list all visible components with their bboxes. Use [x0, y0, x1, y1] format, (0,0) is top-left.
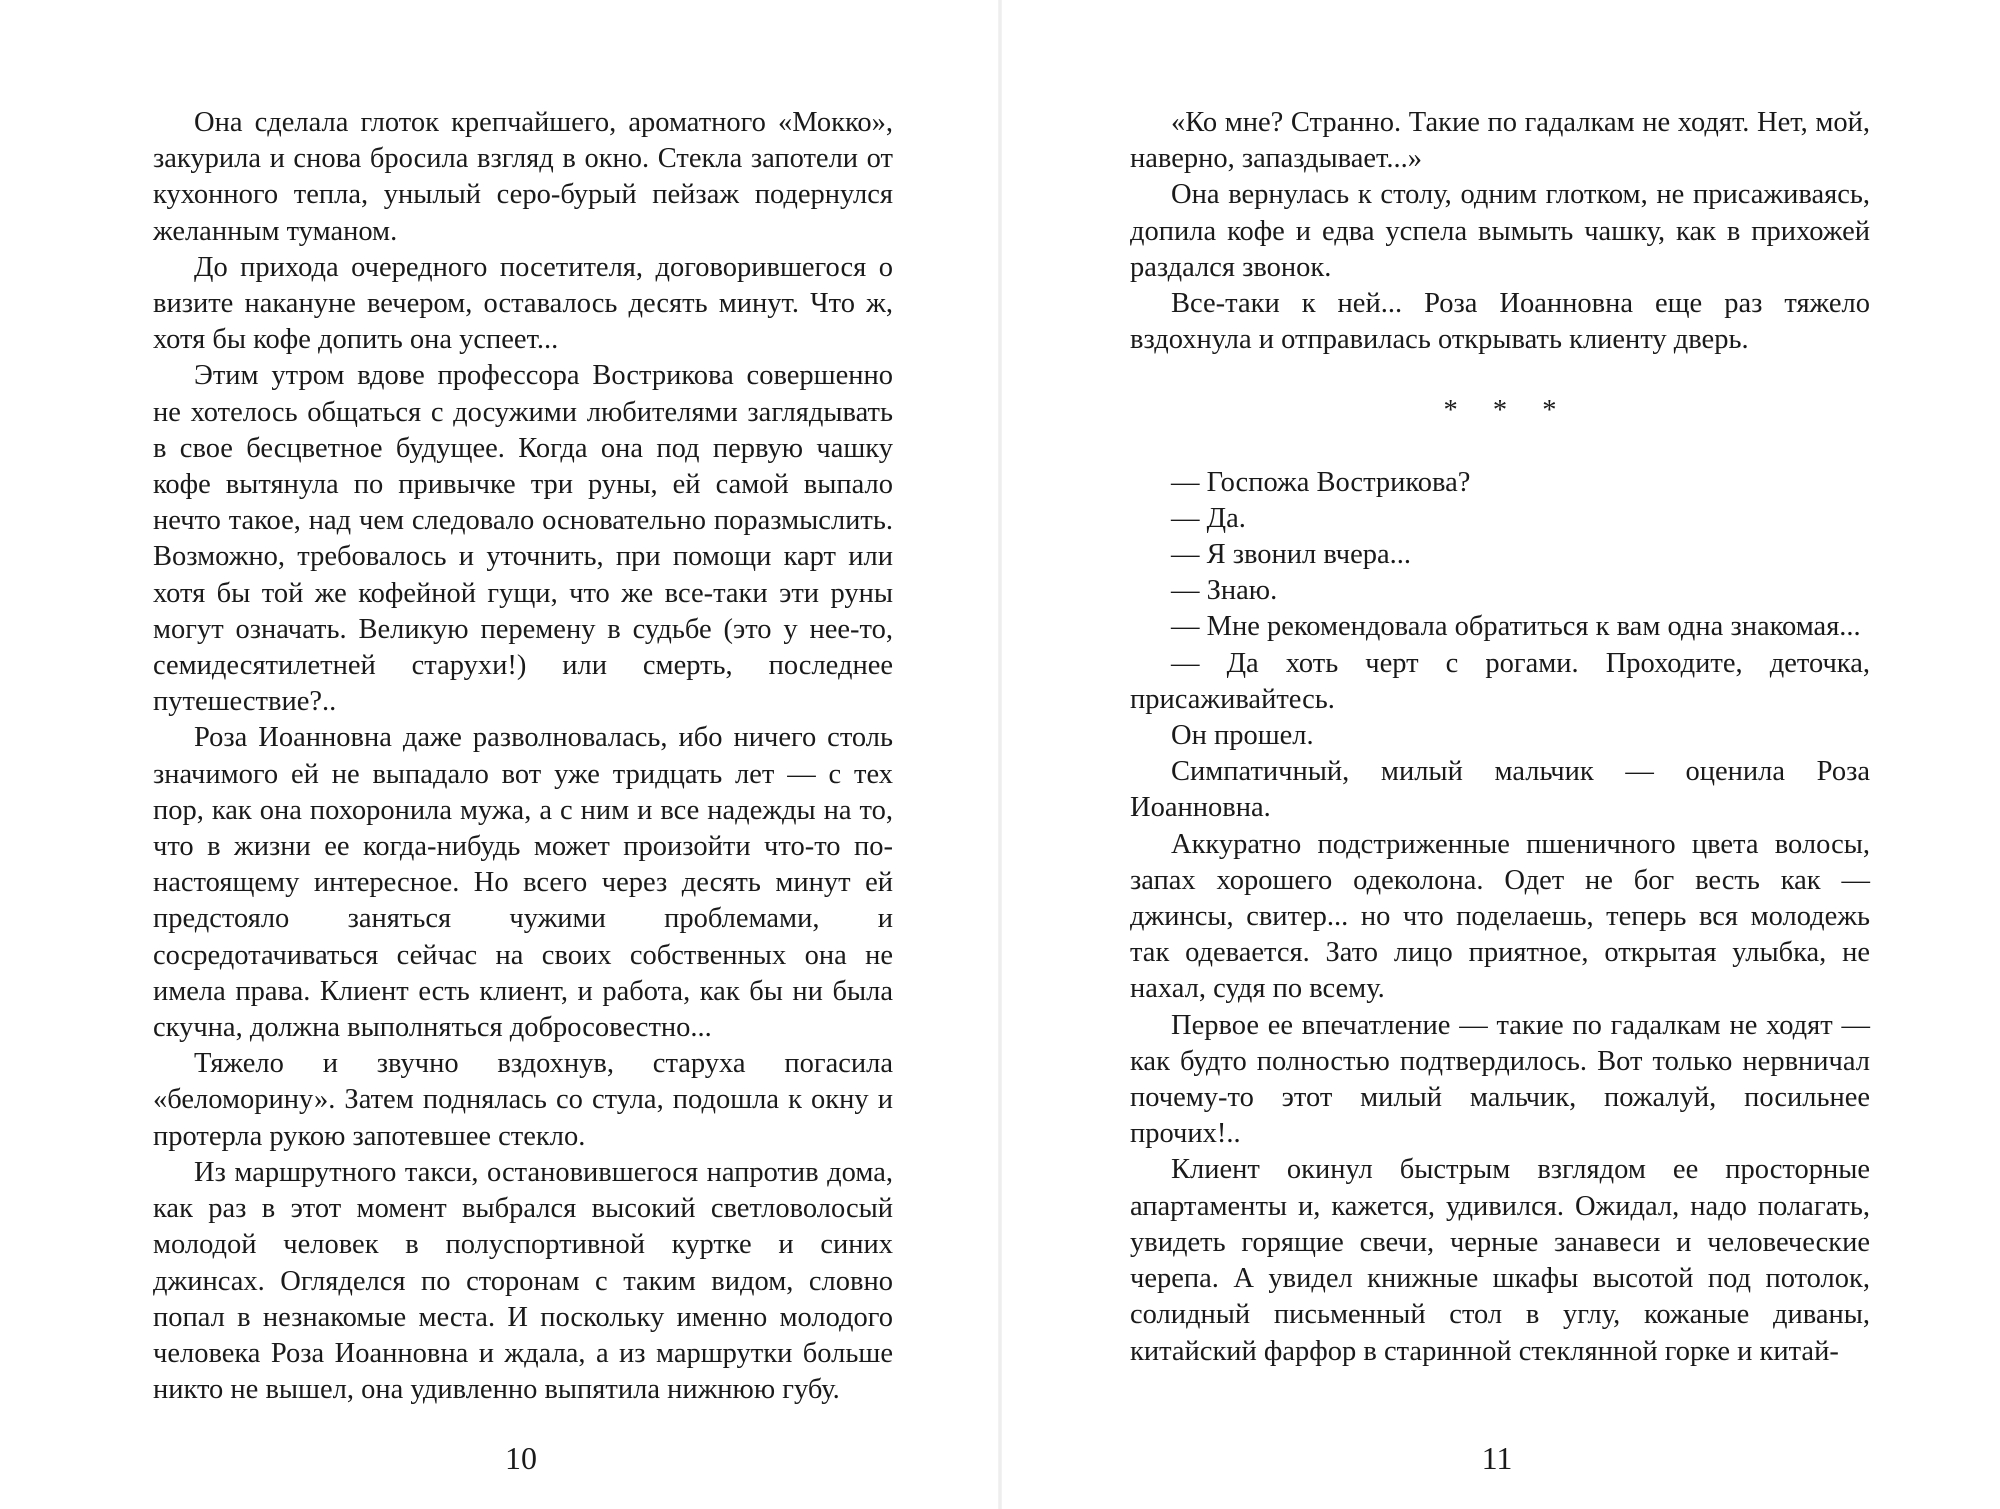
paragraph: Все-таки к ней... Роза Иоанновна еще раз тяжело вздохнула и отправилась открывать клиенту дверь.: [1130, 288, 1870, 356]
dialogue-line: — Знаю.: [1171, 575, 1278, 607]
section-break: * * *: [1443, 395, 1571, 427]
paragraph: Аккуратно подстриженные пшеничного цвета волосы, запах хорошего одеколона. Одет не бог весть как — джинсы, свитер... но что поделаешь, теперь вся молодежь так одевается. Зато лицо приятное, открытая улыбка, не нахал, судя по всему.: [1130, 828, 1870, 1005]
paragraph: Она вернулась к столу, одним глотком, не присаживаясь, допила кофе и едва успела вымыть чашку, как в прихожей раздался звонок.: [1130, 179, 1870, 283]
paragraph: Клиент окинул быстрым взглядом ее просторные апартаменты и, кажется, удивился. Ожидал, надо полагать, увидеть горящие свечи, черные занавеси и человеческие черепа. А увидел книжные шкафы высотой под потолок, солидный письменный стол в углу, кожаные диваны, китайский фарфор в старинной стеклянной горке и китай-: [1130, 1154, 1870, 1367]
paragraph: Симпатичный, милый мальчик — оценила Роза Иоанновна.: [1130, 756, 1870, 824]
dialogue-line: — Госпожа Вострикова?: [1171, 466, 1471, 498]
paragraph: Первое ее впечатление — такие по гадалкам не ходят — как будто полностью подтвердилось. Вот только нервничал почему-то этот милый мальчик, пожалуй, посильнее прочих!..: [1130, 1009, 1870, 1150]
paragraph: До прихода очередного посетителя, договорившегося о визите накануне вечером, оставалось десять минут. Что ж, хотя бы кофе допить она успеет...: [153, 251, 893, 356]
page-number: 11: [1481, 1440, 1513, 1476]
left-page-text: [153, 105, 893, 1408]
right-page-text: [1130, 105, 1870, 1370]
paragraph: Тяжело и звучно вздохнув, старуха погасила «беломорину». Затем поднялась со стула, подошла к окну и протерла рукою запотевшее стекло.: [153, 1048, 893, 1152]
paragraph: Этим утром вдове профессора Вострикова совершенно не хотелось общаться с досужими любителями заглядывать в свое бесцветное будущее. Когда она под первую чашку кофе вытянула по привычке три руны, ей самой выпало нечто такое, над чем следовало основательно поразмыслить. Возможно, требовалось и уточнить, при помощи карт или хотя бы той же кофейной гущи, что же все-таки эти руны могут означать. Великую перемену в судьбе (это у нее-то, семидесятилетней старухи!) или смерть, последнее путешествие?..: [153, 360, 893, 718]
paragraph: «Ко мне? Странно. Такие по гадалкам не ходят. Нет, мой, наверно, запаздывает...»: [1130, 107, 1870, 175]
right-page: [1000, 0, 2000, 1509]
dialogue-line: — Да хоть черт с рогами. Проходите, деточка, присаживайтесь.: [1130, 647, 1870, 715]
dialogue-line: — Я звонил вчера...: [1171, 539, 1412, 571]
dialogue-line: — Мне рекомендовала обратиться к вам одна знакомая...: [1171, 611, 1861, 643]
paragraph: Из маршрутного такси, остановившегося напротив дома, как раз в этот момент выбрался высокий светловолосый молодой человек в полуспортивной куртке и синих джинсах. Огляделся по сторонам с таким видом, словно попал в незнакомые места. И поскольку именно молодого человека Роза Иоанновна и ждала, а из маршрутки больше никто не вышел, она удивленно выпятила нижнюю губу.: [153, 1156, 893, 1406]
paragraph: Она сделала глоток крепчайшего, ароматного «Мокко», закурила и снова бросила взгляд в окно. Стекла запотели от кухонного тепла, унылый серо-бурый пейзаж подернулся желанным туманом.: [153, 107, 893, 247]
paragraph: Роза Иоанновна даже разволновалась, ибо ничего столь значимого ей не выпадало вот уже тридцать лет — с тех пор, как она похоронила мужа, а с ним и все надежды на то, что в жизни ее когда-нибудь может произойти что-то по-настоящему интересное. Но всего через десять минут ей предстояло заняться чужими проблемами, и сосредотачиваться сейчас на своих собственных она не имела права. Клиент есть клиент, и работа, как бы ни была скучна, должна выполняться добросовестно...: [153, 722, 893, 1044]
dialogue-line: — Да.: [1171, 502, 1246, 534]
page-number: 10: [505, 1440, 537, 1476]
paragraph: Он прошел.: [1171, 720, 1314, 752]
